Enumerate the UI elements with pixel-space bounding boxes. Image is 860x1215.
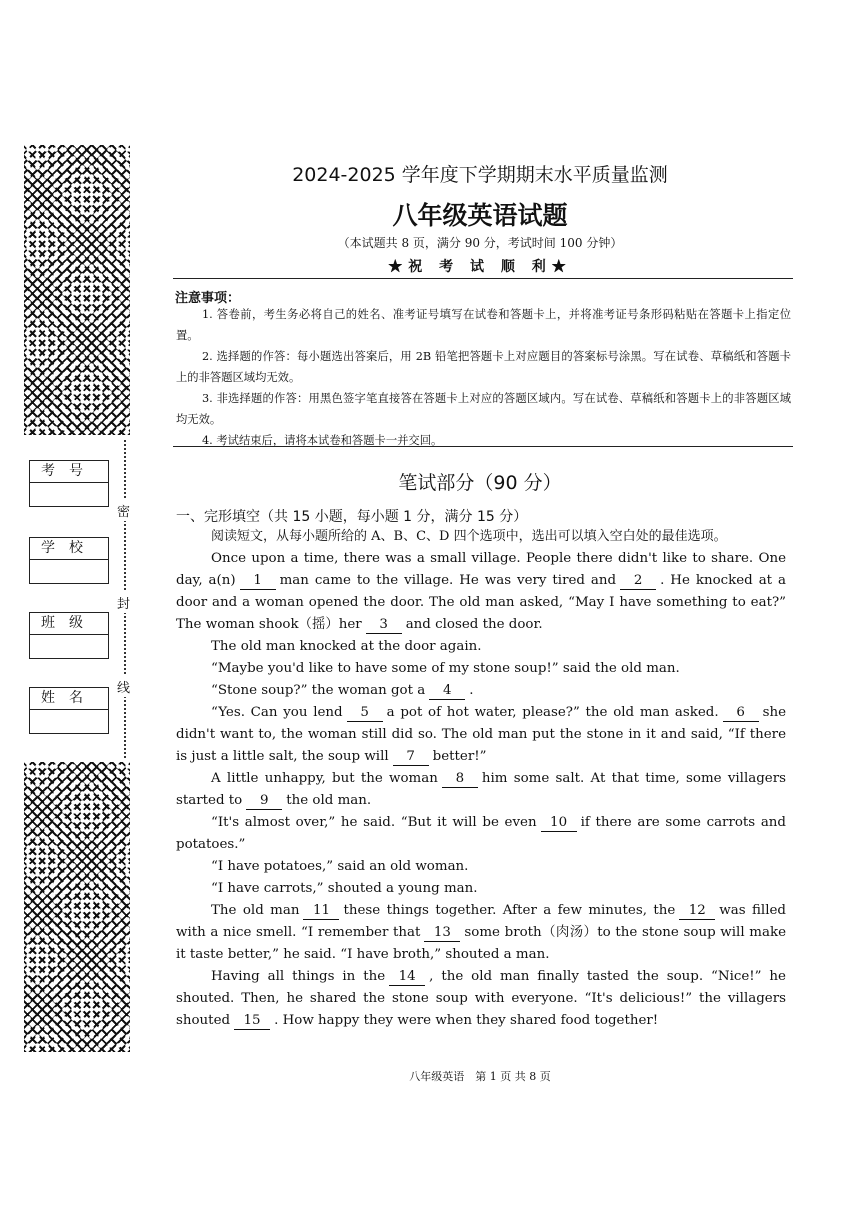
name-label: 姓名 — [30, 688, 108, 710]
section-title: 笔试部分（90 分） — [398, 472, 562, 494]
notice-item: 2. 选择题的作答：每小题选出答案后，用 2B 铅笔把答题卡上对应题目的答案标号涂黑。写在试卷、草稿纸和答题卡上的非答题区域均无效。 — [176, 350, 791, 384]
text: if there are some carrots and potatoes.” — [176, 815, 787, 852]
part-title: 一、完形填空（共 15 小题，每小题 1 分，满分 15 分） — [176, 509, 528, 525]
paragraph: “I have carrots,” shouted a young man. — [211, 881, 478, 896]
exam-note: （本试题共 8 页，满分 90 分，考试时间 100 分钟） — [337, 236, 623, 250]
seal-char-feng: 封 — [117, 592, 130, 613]
text: these things together. After a few minutes, the — [343, 903, 676, 918]
blank-5: 5 — [347, 705, 383, 722]
blank-2: 2 — [620, 573, 656, 590]
seal-char-xian: 线 — [117, 676, 130, 697]
text: him some salt. At that time, some villagers started to — [176, 771, 786, 808]
notice-list — [176, 304, 791, 451]
text: , the old man finally tasted the soup. “Nice!” he shouted. Then, he shared the stone soup with everyone. “It's delicious!” the villagers shouted — [176, 969, 786, 1028]
binding-pattern-bottom — [24, 762, 130, 1052]
good-luck-line: ★祝 考 试 顺 利★ — [388, 259, 572, 275]
text: better!” — [432, 749, 487, 764]
class-label: 班级 — [30, 613, 108, 635]
blank-9: 9 — [246, 793, 282, 810]
paragraph — [176, 680, 786, 702]
text: . — [469, 683, 474, 698]
text: Once upon a time, there was a small village. People there didn't like to share. One day, a(n) — [176, 551, 786, 588]
blank-6: 6 — [723, 705, 759, 722]
header-rule — [173, 278, 793, 279]
passage — [176, 526, 786, 1032]
text: man came to the village. He was very tired and — [279, 573, 617, 588]
paragraph — [176, 966, 786, 1032]
blank-10: 10 — [541, 815, 577, 832]
notice-item: 3. 非选择题的作答：用黑色签字笔直接答在答题卡上对应的答题区域内。写在试卷、草稿纸和答题卡上的非答题区域均无效。 — [176, 392, 791, 426]
instruction: 阅读短文，从每小题所给的 A、B、C、D 四个选项中，选出可以填入空白处的最佳选项。 — [211, 529, 727, 544]
paragraph — [176, 900, 786, 966]
text: the old man. — [286, 793, 372, 808]
notice-heading: 注意事项： — [175, 291, 241, 306]
text: she didn't want to, the woman still did so. The old man put the stone in it and said, “If there is just a little salt, the soup will — [176, 705, 786, 764]
blank-11: 11 — [303, 903, 339, 920]
exam-number-label: 考号 — [30, 461, 108, 483]
school-label: 学校 — [30, 538, 108, 560]
blank-4: 4 — [429, 683, 465, 700]
paragraph — [176, 812, 786, 856]
paragraph — [176, 702, 786, 768]
text: . How happy they were when they shared food together! — [274, 1013, 659, 1028]
name-box — [29, 687, 109, 734]
blank-7: 7 — [393, 749, 429, 766]
paragraph: “I have potatoes,” said an old woman. — [211, 859, 469, 874]
exam-number-box — [29, 460, 109, 507]
text: a pot of hot water, please?” the old man asked. — [386, 705, 719, 720]
notice-item: 1. 答卷前，考生务必将自己的姓名、准考证号填写在试卷和答题卡上，并将准考证号条形码粘贴在答题卡上指定位置。 — [176, 308, 791, 342]
class-box — [29, 612, 109, 659]
exam-term: 2024-2025 学年度下学期期末水平质量监测 — [292, 164, 668, 186]
text: and closed the door. — [405, 617, 543, 632]
paragraph: The old man knocked at the door again. — [211, 639, 482, 654]
page-footer: 八年级英语 第 1 页 共 8 页 — [409, 1070, 551, 1083]
paragraph: “Maybe you'd like to have some of my stone soup!” said the old man. — [211, 661, 680, 676]
binding-pattern-top — [24, 145, 130, 435]
exam-title: 八年级英语试题 — [392, 201, 568, 230]
blank-15: 15 — [234, 1013, 270, 1030]
text: was filled with a nice smell. “I remember that — [176, 903, 786, 940]
text: Having all things in the — [211, 969, 386, 984]
blank-3: 3 — [366, 617, 402, 634]
notice-item: 4. 考试结束后，请将本试卷和答题卡一并交回。 — [202, 434, 443, 447]
blank-1: 1 — [240, 573, 276, 590]
text: “Yes. Can you lend — [211, 705, 343, 720]
school-box — [29, 537, 109, 584]
text: “Stone soup?” the woman got a — [211, 683, 426, 698]
notice-rule — [173, 446, 793, 447]
blank-14: 14 — [389, 969, 425, 986]
blank-13: 13 — [424, 925, 460, 942]
seal-char-mi: 密 — [117, 500, 130, 521]
paragraph — [176, 768, 786, 812]
text: The old man — [211, 903, 300, 918]
blank-8: 8 — [442, 771, 478, 788]
text: “It's almost over,” he said. “But it will be even — [211, 815, 537, 830]
text: A little unhappy, but the woman — [211, 771, 438, 786]
text: some broth（肉汤）to the stone soup will make it taste better,” he said. “I have broth,” shouted a man. — [176, 925, 787, 962]
blank-12: 12 — [679, 903, 715, 920]
paragraph — [176, 548, 786, 636]
text: . He knocked at a door and a woman opened the door. The old man asked, “May I have something to eat?” The woman shook（摇）her — [176, 573, 786, 632]
